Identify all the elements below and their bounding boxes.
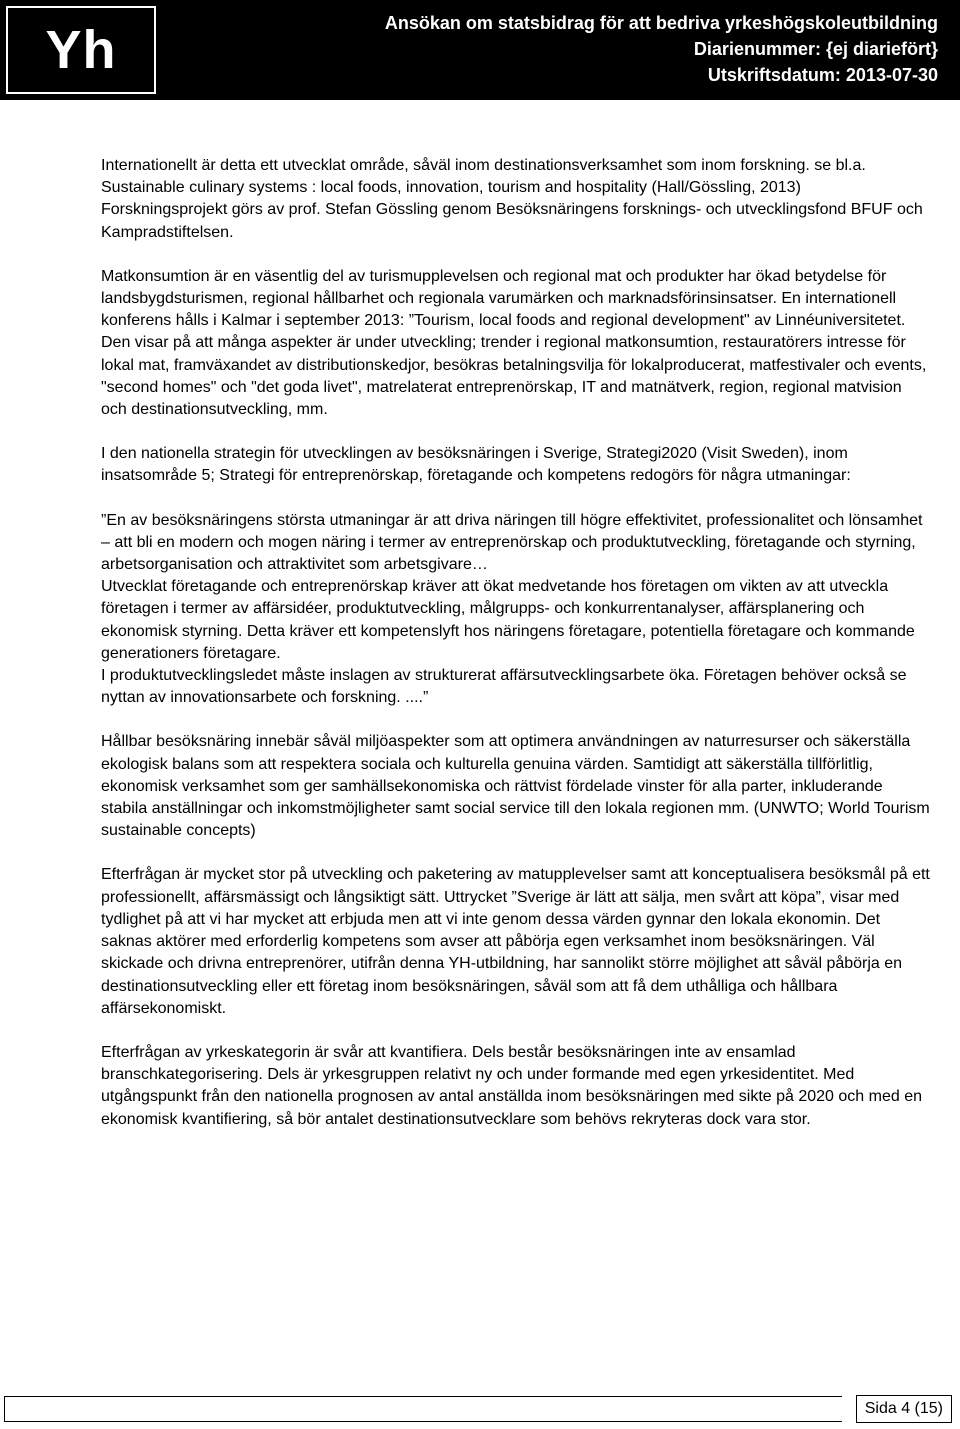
paragraph-sustainable-tourism: Hållbar besöksnäring innebär såväl miljöaspekter som att optimera användningen av naturresurser och säkerställa ekologisk balans som att respektera sociala och kulturella genuina värden. Samtidigt att säkerställa tillförlitlig, ekonomisk verksamhet som ger samhällsekonomiska och rättvist fördelade vinster för alla parter, inkluderande stabila anställningar och inkomstmöjligheter samt social service till den lokala regionen mm. (UNWTO; World Tourism sustainable concepts) (101, 733, 930, 840)
quote-entrepreneurship: Utvecklat företagande och entreprenörskap kräver att ökat medvetande hos företagen om vikten av att utveckla företagen i termer av affärsidéer, produktutveckling, målgrupps- och konkurrentanalyser, affärsplanering och ekonomisk styrning. Detta kräver ett kompetenslyft hos näringens företagare, potentiella företagare och kommande generationers företagare. (101, 578, 915, 662)
page-number: Sida 4 (15) (864, 1400, 943, 1417)
page-header (0, 0, 960, 100)
paragraph-demand: Efterfrågan är mycket stor på utveckling och paketering av matupplevelser samt att konceptualisera besöksmål på ett professionellt, affärsmässigt och långsiktigt sätt. Uttrycket ”Sverige är lätt att sälja, men svårt att köpa”, visar med tydlighet på att vi har mycket att erbjuda men att vi inte genom dessa värden gynnar den lokala ekonomin. Det saknas aktörer med erforderlig kompetens som avser att påbörja egen verksamhet inom besöksnäringen. Väl skickade och drivna entreprenörer, utifrån denna YH-utbildning, har sannolikt större möjlighet att såväl påbörja en destinationsutveckling eller ett företag inom besöksnäringen, såväl som att få dem uthålliga och hållbara affärsekonomiskt. (101, 866, 930, 1017)
diarienummer: Diarienummer: {ej diariefört} (693, 39, 938, 59)
paragraph-food-consumption: Matkonsumtion är en väsentlig del av turismupplevelsen och regional mat och produkter har ökad betydelse för landsbygdsturismen, regional hållbarhet och regionala varumärken och marknadsförinsinsatser. En internationell konferens hålls i Kalmar i september 2013: ”Tourism, local foods and regional development" av Linnéuniversitetet. Den visar på att många aspekter är under utveckling; trender i regional matkonsumtion, restauratörers intresse för lokal mat, framväxandet av distributionskedjor, besökras betalningsvilja för lokalproducerat, matfestivaler och events, "second homes" och "det goda livet", matrelaterat entreprenörskap, IT and matnätverk, region, regional matvision och destinationsutveckling, mm. (101, 267, 927, 419)
document-body (101, 155, 931, 1153)
paragraph-international: Internationellt är detta ett utvecklat område, såväl inom destinationsverksamhet som inom forskning. se bl.a. Sustainable culinary systems : local foods, innovation, tourism and hospitality (Hall/Gössling, 2013) Forskningsprojekt görs av prof. Stefan Gössling genom Besöksnäringens forsknings- och utvecklingsfond BFUF och Kampradstiftelsen. (101, 157, 923, 241)
header-text (385, 10, 938, 88)
paragraph-occupation-demand: Efterfrågan av yrkeskategorin är svår att kvantifiera. Dels består besöksnäringen inte av ensamlad branschkategorisering. Dels är yrkesgruppen relativt ny och under formande med egen yrkesidentitet. Med utgångspunkt från den nationella prognosen av antal anställda inom besöksnäringen med sikte på 2020 och med en ekonomisk kvantifiering, så bör antalet destinationsutvecklare som behövs rekryteras dock vara stor. (101, 1043, 923, 1128)
page-number-box (856, 1395, 952, 1423)
yh-logo (6, 6, 156, 94)
quote-challenges: ”En av besöksnäringens största utmaningar är att driva näringen till högre effektivitet, professionalitet och lönsamhet – att bli en modern och mogen näring i termer av entreprenörskap och produktutveckling, företagande och styrning, arbetsorganisation och attraktivitet som arbetsgivare… (101, 511, 923, 574)
footer-frame (4, 1396, 842, 1422)
print-date: Utskriftsdatum: 2013-07-30 (707, 65, 938, 85)
logo-text: Yh (45, 20, 117, 80)
quote-product-development: I produktutvecklingsledet måste inslagen av strukturerat affärsutvecklingsarbete öka. Företagen behöver också se nyttan av innovationsarbete och forskning. ....” (101, 667, 907, 707)
document-title: Ansökan om statsbidrag för att bedriva yrkeshögskoleutbildning (384, 13, 938, 33)
paragraph-national-strategy: I den nationella strategin för utvecklingen av besöksnäringen i Sverige, Strategi2020 (Visit Sweden), inom insatsområde 5; Strategi för entreprenörskap, företagande och kompetens redogörs för några utmaningar: (101, 445, 851, 485)
